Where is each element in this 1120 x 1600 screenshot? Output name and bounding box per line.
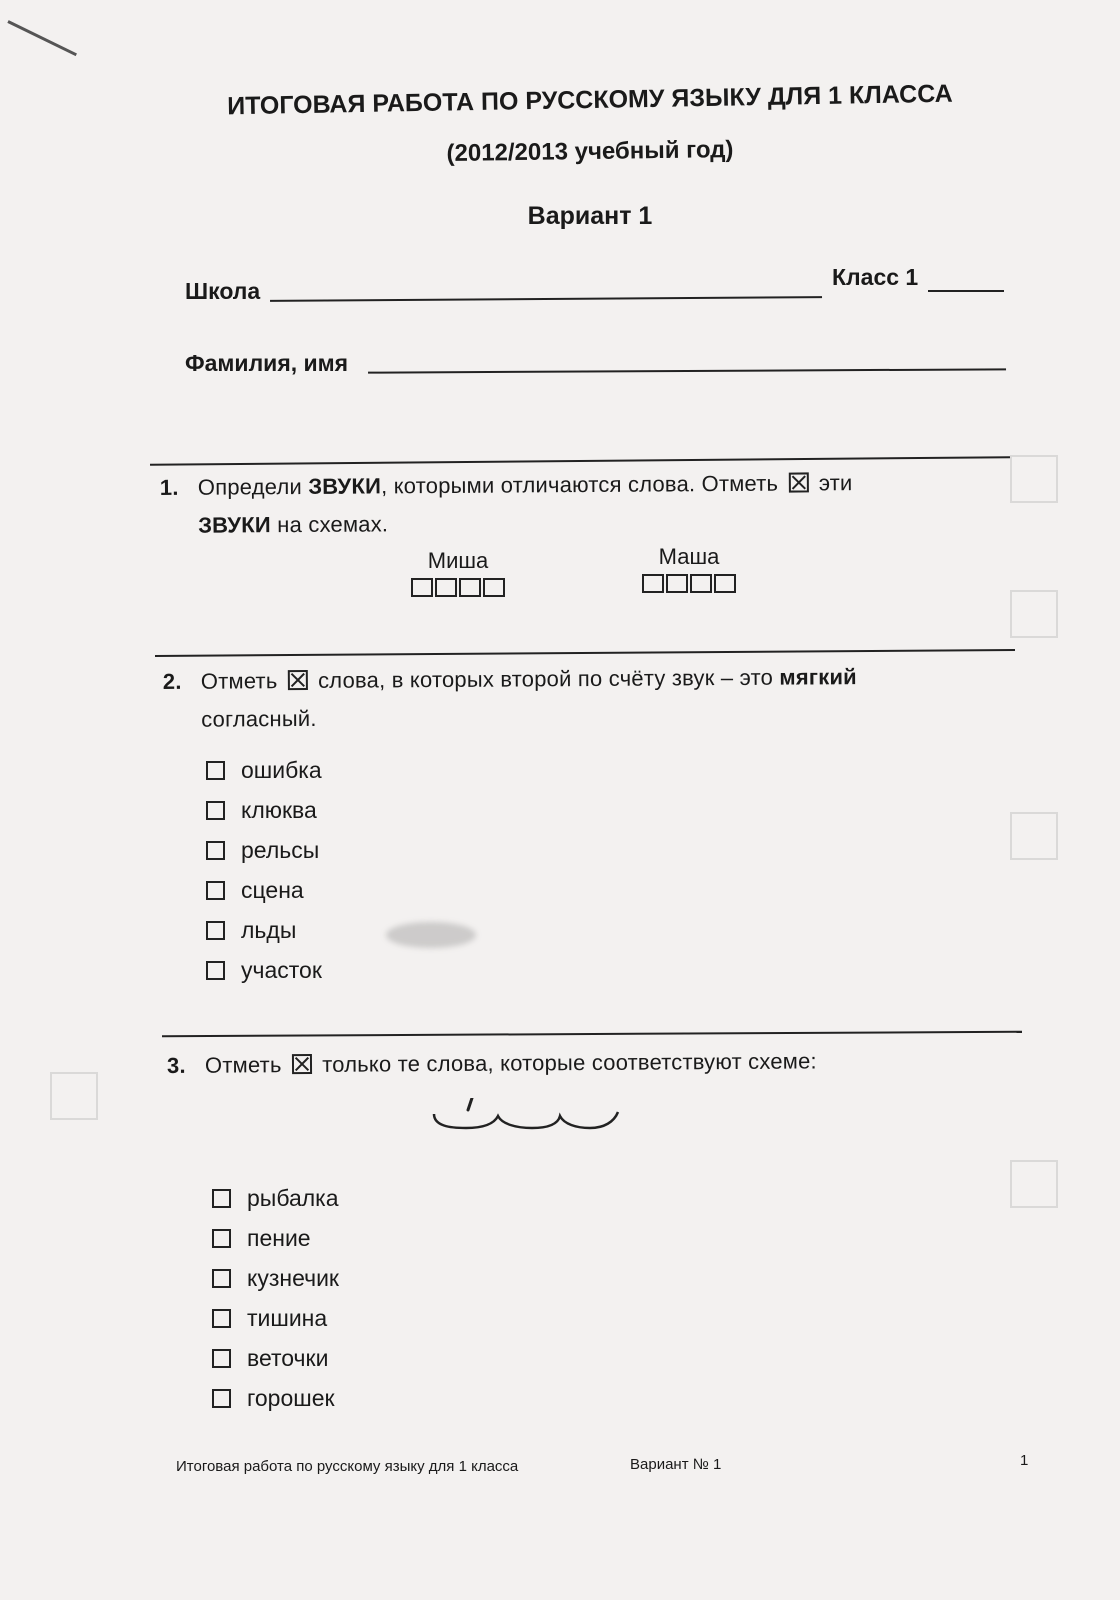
sound-cell[interactable]	[459, 578, 481, 597]
option[interactable]: рыбалка	[212, 1178, 339, 1218]
option[interactable]: участок	[206, 950, 322, 990]
divider	[155, 649, 1015, 657]
checked-box-icon	[788, 472, 808, 492]
sound-cell[interactable]	[714, 574, 736, 593]
school-year: (2012/2013 учебный год)	[446, 135, 734, 168]
class-label: Класс 1	[832, 264, 919, 290]
name-label: Фамилия, имя	[185, 350, 349, 376]
checkbox-icon[interactable]	[206, 761, 225, 780]
checkbox-icon[interactable]	[206, 881, 225, 900]
scheme-word: Маша	[658, 544, 720, 569]
sound-cell[interactable]	[666, 574, 688, 593]
sound-cell[interactable]	[411, 578, 433, 597]
variant-heading: Вариант 1	[527, 202, 653, 230]
question-number: 2.	[162, 668, 182, 694]
option[interactable]: клюква	[206, 790, 322, 830]
option[interactable]: льды	[206, 910, 322, 950]
bleed-through-box	[50, 1072, 98, 1120]
checked-box-icon	[288, 670, 308, 690]
sound-cell[interactable]	[435, 578, 457, 597]
staple-mark	[7, 20, 77, 56]
checkbox-icon[interactable]	[212, 1269, 231, 1288]
checkbox-icon[interactable]	[206, 921, 225, 940]
option[interactable]: сцена	[206, 870, 322, 910]
checkbox-icon[interactable]	[212, 1349, 231, 1368]
option[interactable]: ошибка	[206, 750, 322, 790]
class-field[interactable]	[928, 282, 1004, 292]
checkbox-icon[interactable]	[212, 1389, 231, 1408]
question-number: 1.	[159, 474, 179, 500]
option[interactable]: кузнечик	[212, 1258, 339, 1298]
word-scheme-icon	[432, 1098, 622, 1138]
checkbox-icon[interactable]	[212, 1309, 231, 1328]
sound-cell[interactable]	[483, 578, 505, 597]
checkbox-icon[interactable]	[206, 841, 225, 860]
scheme-masha	[639, 544, 739, 593]
option[interactable]: горошек	[212, 1378, 339, 1418]
checkbox-icon[interactable]	[206, 801, 225, 820]
scheme-word: Миша	[427, 548, 489, 573]
bleed-through-box	[1010, 812, 1058, 860]
footer-left: Итоговая работа по русскому языку для 1 класса	[176, 1458, 519, 1475]
page-number: 1	[1020, 1452, 1029, 1469]
sound-cell[interactable]	[642, 574, 664, 593]
question-3: 3. Отметь только те слова, которые соответствуют схеме:	[167, 1041, 1017, 1085]
footer-variant: Вариант № 1	[630, 1456, 722, 1473]
page-title: ИТОГОВАЯ РАБОТА ПО РУССКОМУ ЯЗЫКУ ДЛЯ 1 КЛАССА	[227, 79, 953, 121]
bleed-through-box	[1010, 590, 1058, 638]
checkbox-icon[interactable]	[212, 1189, 231, 1208]
school-field[interactable]	[270, 288, 822, 302]
bleed-through-box	[1010, 1160, 1058, 1208]
option[interactable]: тишина	[212, 1298, 339, 1338]
checked-box-icon	[292, 1054, 312, 1074]
option[interactable]: пение	[212, 1218, 339, 1258]
scheme-misha	[408, 548, 508, 597]
bleed-through-box	[1010, 455, 1058, 503]
school-label: Школа	[185, 278, 261, 304]
question-1: 1. Определи ЗВУКИ, которыми отличаются слова. Отметь эти ЗВУКИ на схемах.	[159, 470, 853, 538]
ink-smudge	[386, 922, 476, 948]
divider	[162, 1031, 1022, 1038]
checkbox-icon[interactable]	[206, 961, 225, 980]
question-number: 3.	[166, 1052, 186, 1078]
option[interactable]: рельсы	[206, 830, 322, 870]
q3-options	[212, 1178, 339, 1418]
checkbox-icon[interactable]	[212, 1229, 231, 1248]
sound-cell[interactable]	[690, 574, 712, 593]
q2-options	[206, 750, 322, 990]
option[interactable]: веточки	[212, 1338, 339, 1378]
question-2: 2. Отметь слова, в которых второй по счёту звук – это мягкий согласный.	[162, 664, 857, 732]
name-field[interactable]	[368, 358, 1006, 373]
